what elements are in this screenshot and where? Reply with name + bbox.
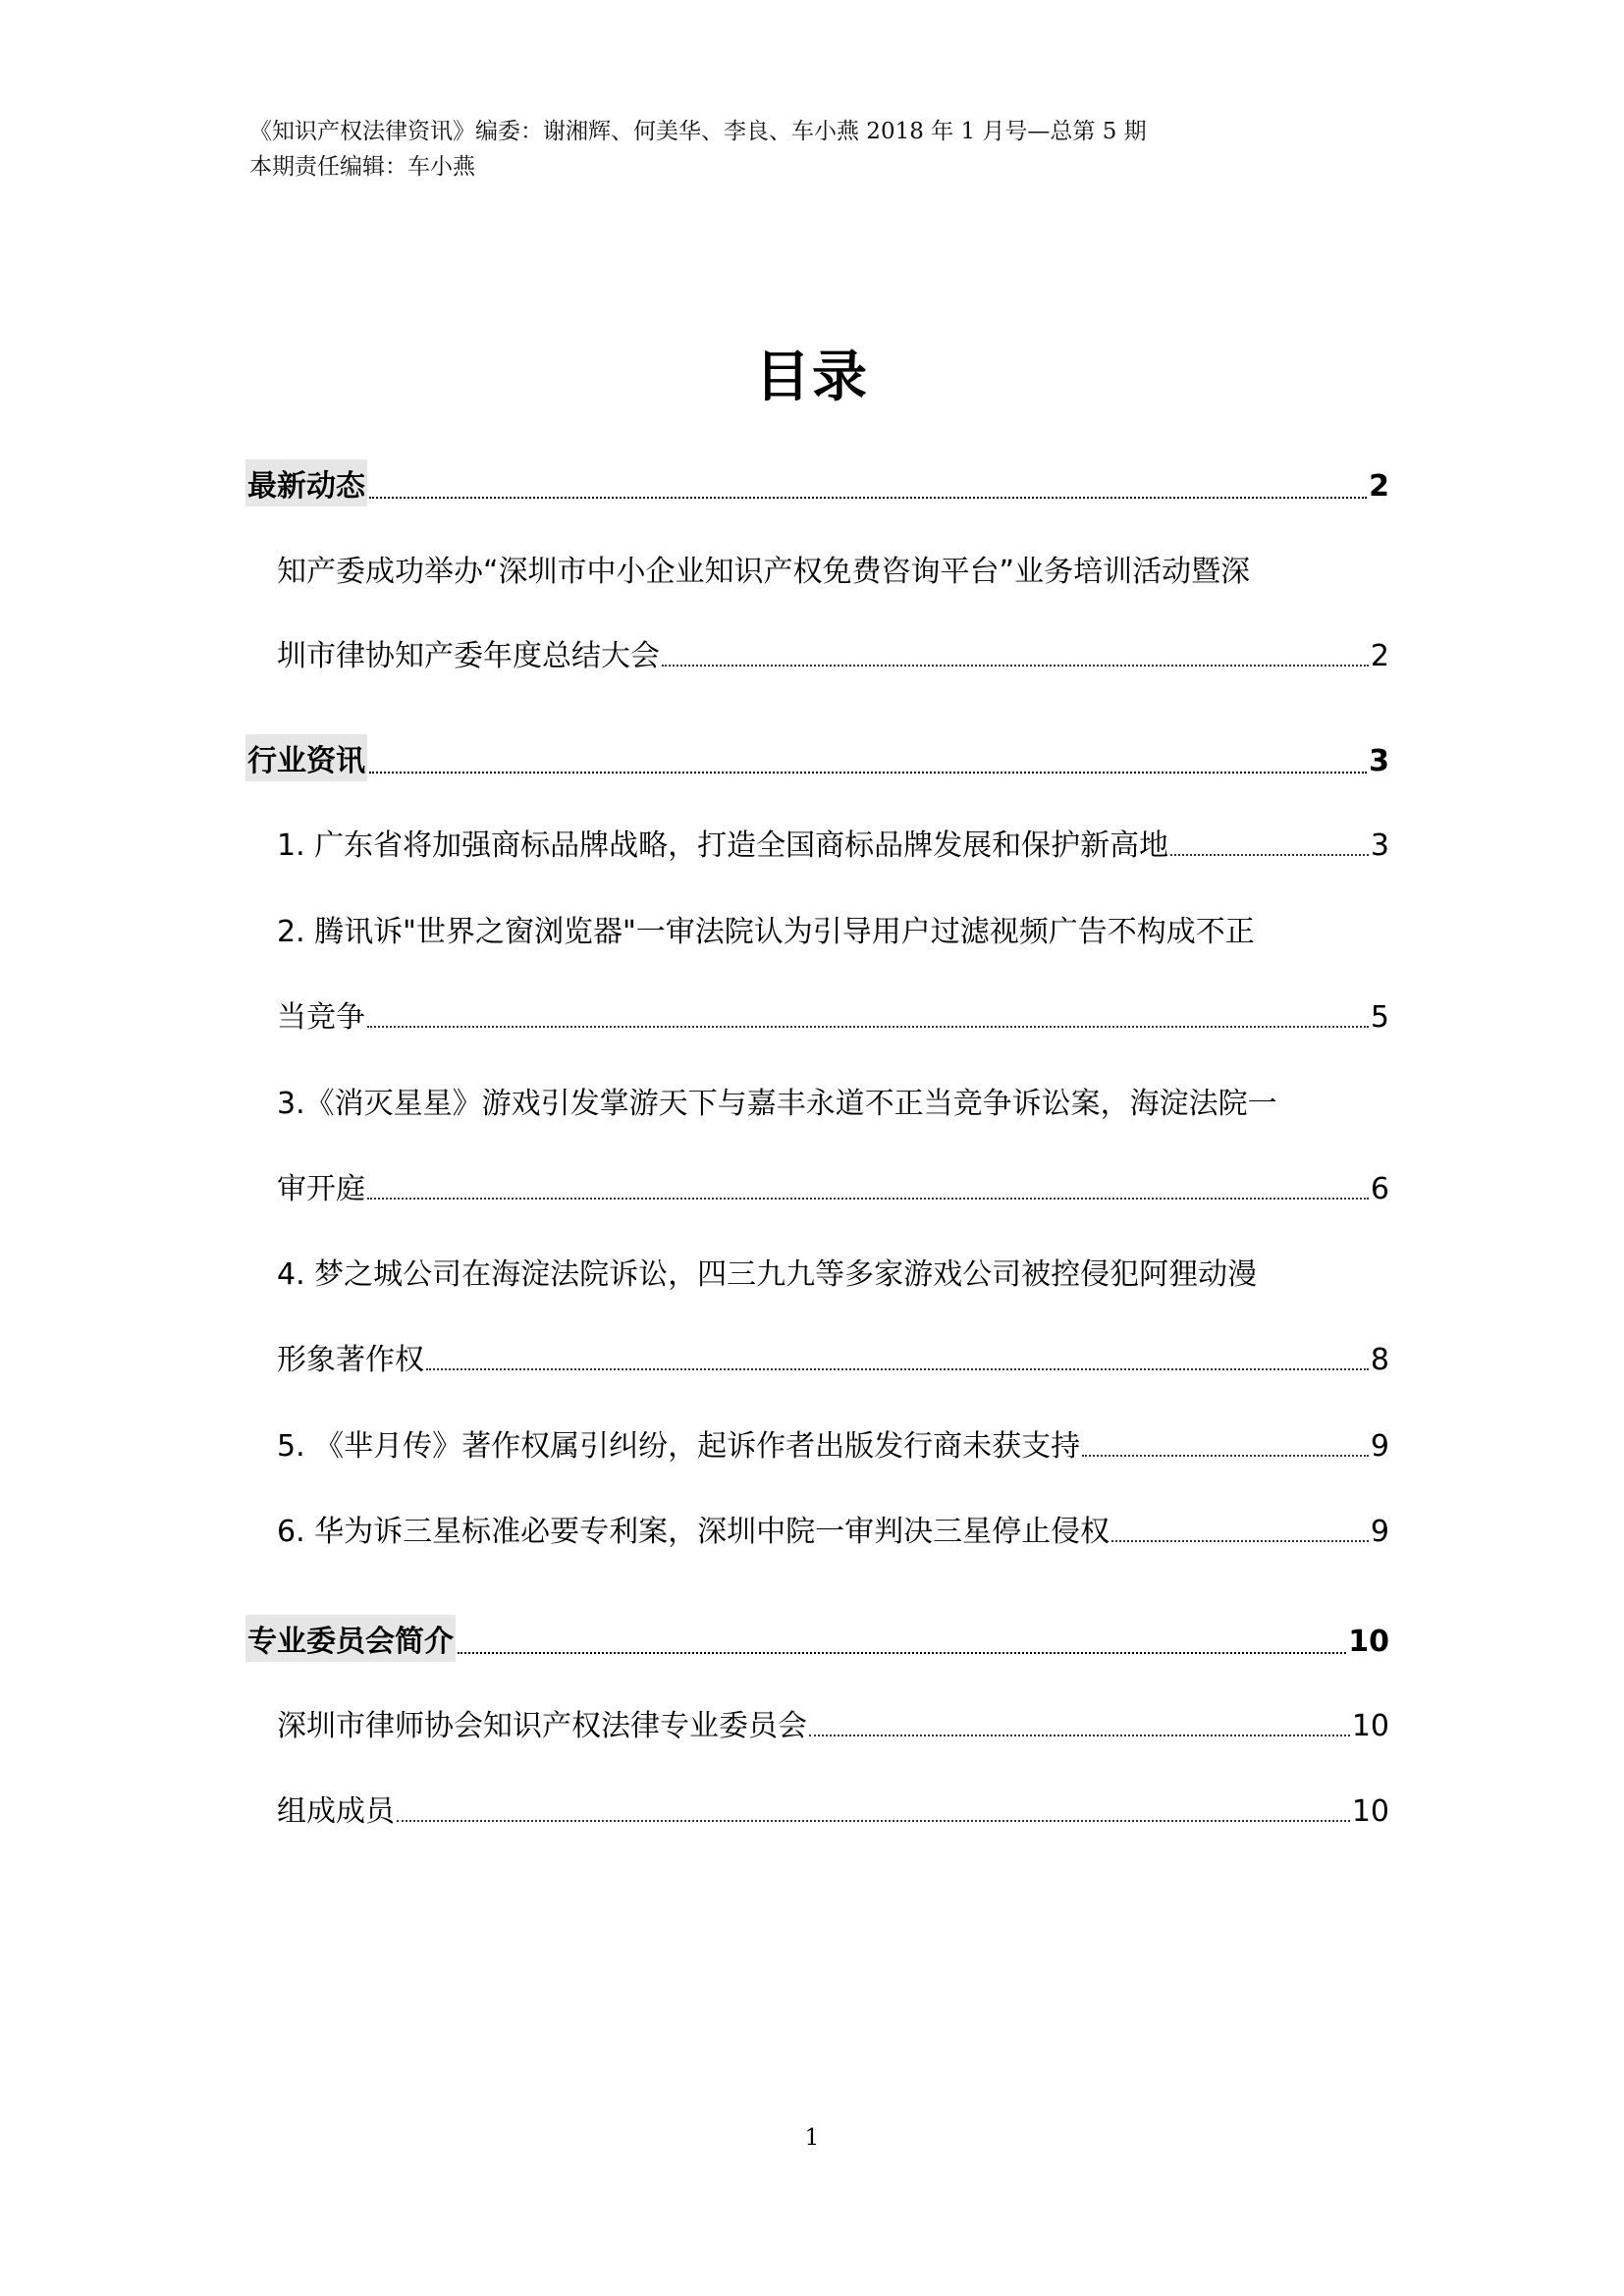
dot-leader: [662, 665, 1369, 667]
toc-entry-training-event[interactable]: [277, 631, 1389, 674]
toc-section-committee-intro[interactable]: [245, 1615, 1389, 1662]
dot-leader: [369, 772, 1367, 774]
toc-section-label: 行业资讯: [245, 734, 367, 781]
dot-leader: [369, 497, 1367, 499]
toc-entry-2[interactable]: [277, 992, 1389, 1036]
toc-page-number: 6: [1370, 1172, 1389, 1206]
toc-entry-line[interactable]: 2. 腾讯诉"世界之窗浏览器"一审法院认为引导用户过滤视频广告不构成不正: [277, 915, 1255, 949]
toc-page-number: 9: [1370, 1515, 1389, 1549]
toc-entry-5[interactable]: [277, 1421, 1389, 1465]
toc-page-number: 10: [1348, 1625, 1389, 1659]
toc-page-number: 5: [1370, 1000, 1389, 1035]
toc-entry-1[interactable]: [277, 821, 1389, 864]
toc-page-number: 9: [1370, 1429, 1389, 1464]
toc-page-number: 10: [1351, 1709, 1389, 1743]
toc-entry-label: 组成成员: [277, 1794, 395, 1829]
toc-page-number: 3: [1369, 744, 1389, 778]
toc-entry-label: 形象著作权: [277, 1343, 424, 1377]
header-editors: 《知识产权法律资讯》编委：谢湘辉、何美华、李良、车小燕 2018 年 1 月号—总第 5 期: [249, 119, 1147, 144]
dot-leader: [426, 1368, 1369, 1370]
dot-leader: [1082, 1455, 1369, 1457]
toc-entry-label: 深圳市律师协会知识产权法律专业委员会: [277, 1709, 807, 1743]
toc-entry-label: 5. 《芈月传》著作权属引纠纷，起诉作者出版发行商未获支持: [277, 1429, 1081, 1464]
toc-entry-label: 6. 华为诉三星标准必要专利案，深圳中院一审判决三星停止侵权: [277, 1515, 1110, 1549]
toc-entry-line[interactable]: 4. 梦之城公司在海淀法院诉讼，四三九九等多家游戏公司被控侵犯阿狸动漫: [277, 1257, 1258, 1292]
toc-entry-label: 1. 广东省将加强商标品牌战略，打造全国商标品牌发展和保护新高地: [277, 828, 1169, 863]
dot-leader: [397, 1820, 1350, 1822]
toc-entry-label: 当竞争: [277, 1000, 365, 1035]
dot-leader: [1111, 1540, 1369, 1542]
toc-entry-4[interactable]: [277, 1335, 1389, 1378]
toc-entry-line[interactable]: 知产委成功举办“深圳市中小企业知识产权免费咨询平台”业务培训活动暨深: [277, 555, 1251, 589]
toc-section-label: 最新动态: [245, 459, 367, 507]
dot-leader: [367, 1198, 1369, 1200]
toc-page-number: 10: [1351, 1794, 1389, 1829]
dot-leader: [809, 1735, 1350, 1736]
page-header: [249, 114, 1147, 185]
toc-entry-committee[interactable]: [277, 1701, 1389, 1744]
toc-page-number: 2: [1369, 469, 1389, 504]
dot-leader: [458, 1652, 1346, 1654]
toc-entry-6[interactable]: [277, 1507, 1389, 1550]
toc-section-latest-news[interactable]: [245, 459, 1389, 507]
toc-section-industry-news[interactable]: [245, 734, 1389, 781]
dot-leader: [367, 1026, 1369, 1028]
toc-page-number: 3: [1370, 828, 1389, 863]
page-title: 目录: [755, 346, 869, 409]
page-number-footer: 1: [804, 2125, 820, 2151]
toc-entry-line[interactable]: 3.《消灭星星》游戏引发掌游天下与嘉丰永道不正当竞争诉讼案，海淀法院一: [277, 1087, 1277, 1121]
header-responsible-editor: 本期责任编辑：车小燕: [249, 154, 475, 180]
toc-entry-label: 圳市律协知产委年度总结大会: [277, 639, 660, 673]
dot-leader: [1170, 854, 1369, 856]
toc-section-label: 专业委员会简介: [245, 1615, 456, 1662]
toc-page-number: 2: [1370, 639, 1389, 673]
toc-entry-members[interactable]: [277, 1787, 1389, 1830]
toc-entry-3[interactable]: [277, 1164, 1389, 1207]
toc-entry-label: 审开庭: [277, 1172, 365, 1206]
toc-page-number: 8: [1370, 1343, 1389, 1377]
